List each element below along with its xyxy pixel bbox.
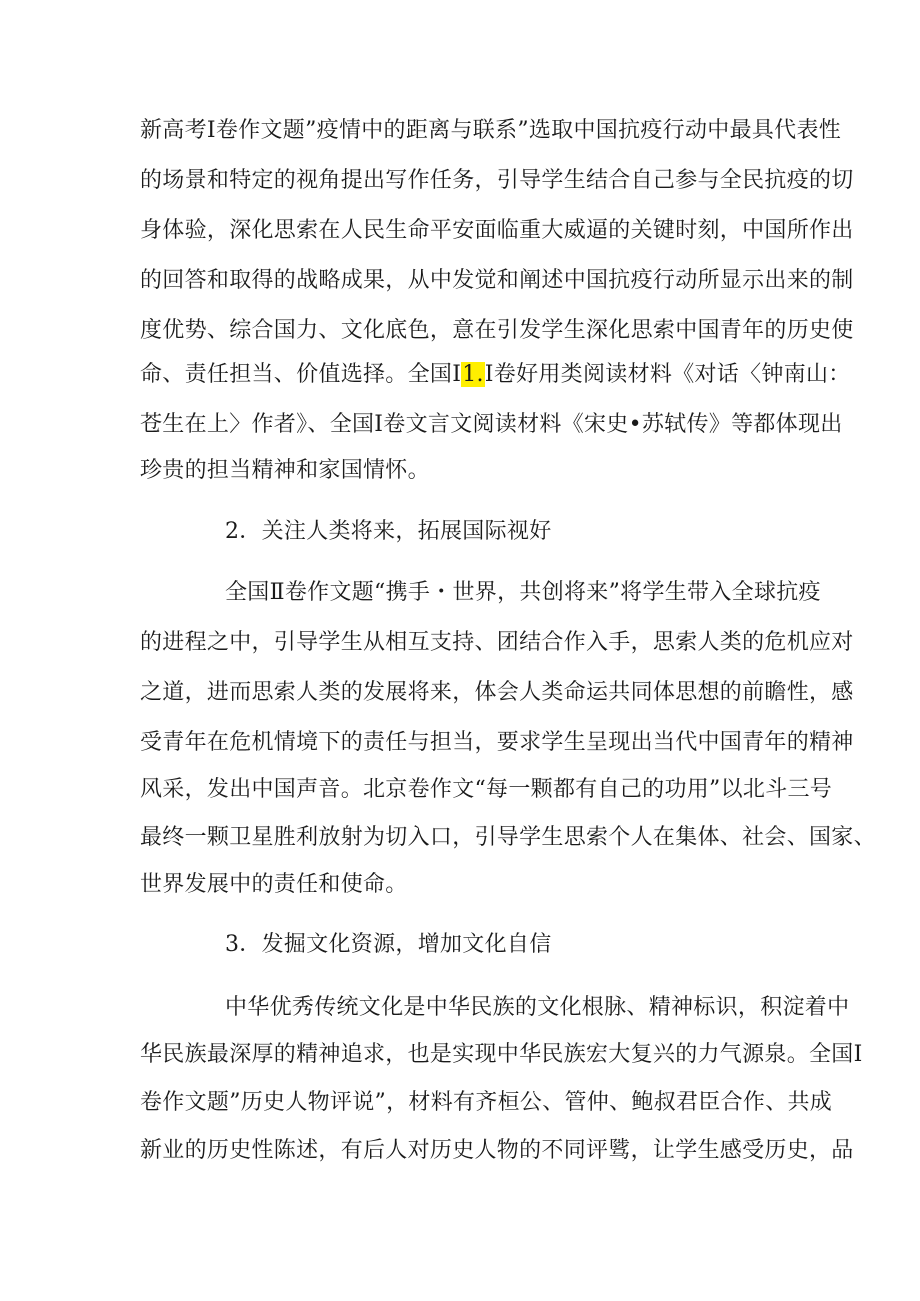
paragraph-line: 世界发展中的责任和使命。: [140, 872, 408, 897]
paragraph-line: 之道，进而思索人类的发展将来，体会人类命运共同体思想的前瞻性，感: [140, 680, 854, 705]
paragraph-line: 风采，发出中国声音。北京卷作文“每一颗都有自己的功用”以北斗三号: [140, 777, 833, 802]
paragraph-line: 新高考Ⅰ卷作文题”疫情中的距离与联系”选取中国抗疫行动中最具代表性: [140, 118, 842, 143]
paragraph-line: 的回答和取得的战略成果，从中发觉和阐述中国抗疫行动所显示出来的制: [140, 268, 854, 293]
paragraph-line: 珍贵的担当精神和家国情怀。: [140, 458, 430, 483]
paragraph-line: 中华优秀传统文化是中华民族的文化根脉、精神标识，积淀着中: [225, 995, 850, 1020]
paragraph-line: 华民族最深厚的精神追求，也是实现中华民族宏大复兴的力气源泉。全国Ⅰ: [140, 1042, 863, 1067]
paragraph-line: 苍生在上〉作者》、全国Ⅰ卷文言文阅读材料《宋史•苏轼传》等都体现出: [140, 412, 843, 437]
section-heading: 2．关注人类将来，拓展国际视好: [225, 519, 552, 544]
paragraph-line: 最终一颗卫星胜利放射为切入口，引导学生思索个人在集体、社会、国家、: [140, 825, 876, 850]
highlighted-text: 1.: [462, 362, 484, 387]
paragraph-line: [140, 360, 851, 390]
paragraph-line: 受青年在危机情境下的责任与担当，要求学生呈现出当代中国青年的精神: [140, 730, 854, 755]
line-text: 命、责任担当、价值选择。全国Ⅰ: [140, 362, 462, 387]
section-heading: 3．发掘文化资源，增加文化自信: [225, 932, 552, 957]
paragraph-line: 身体验，深化思索在人民生命平安面临重大威逼的关键时刻，中国所作出: [140, 218, 854, 243]
line-text: Ⅰ卷好用类阅读材料《对话〈钟南山：: [484, 362, 851, 387]
paragraph-line: 的场景和特定的视角提出写作任务，引导学生结合自己参与全民抗疫的切: [140, 168, 854, 193]
paragraph-line: 新业的历史性陈述，有后人对历史人物的不同评骘，让学生感受历史，品: [140, 1138, 854, 1163]
paragraph-line: 的进程之中，引导学生从相互支持、团结合作入手，思索人类的危机应对: [140, 630, 854, 655]
paragraph-line: 卷作文题”历史人物评说”，材料有齐桓公、管仲、鲍叔君臣合作、共成: [140, 1090, 833, 1115]
paragraph-line: 度优势、综合国力、文化底色，意在引发学生深化思索中国青年的历史使: [140, 318, 854, 343]
paragraph-line: 全国Ⅱ卷作文题“携手・世界，共创将来”将学生带入全球抗疫: [225, 580, 821, 605]
